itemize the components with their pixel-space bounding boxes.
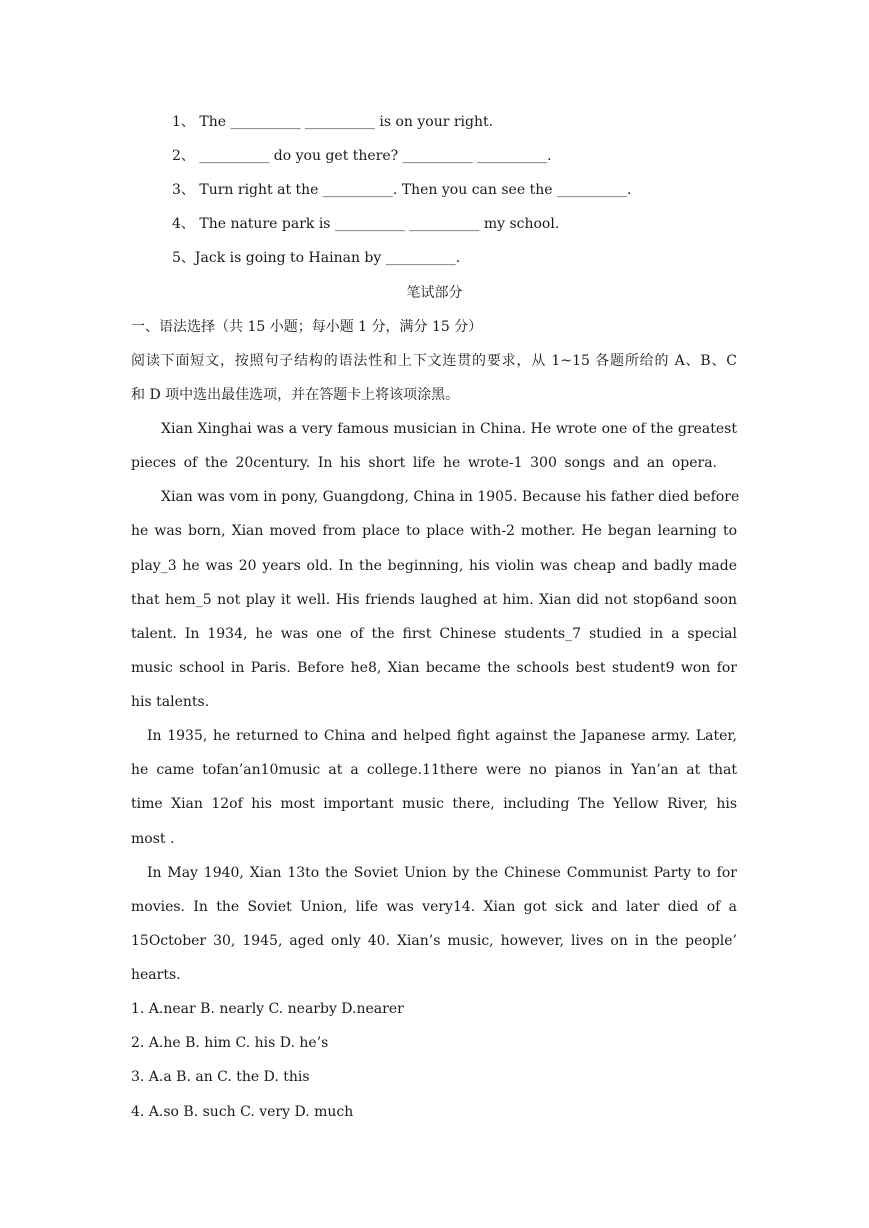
listening-item: 4、 The nature park is __________ __________ my school. — [172, 216, 560, 232]
part-heading: 一、语法选择（共 15 小题；每小题 1 分，满分 15 分） — [131, 319, 483, 335]
passage-line: music school in Paris. Before he8, Xian became the schools best student9 won for — [131, 660, 737, 676]
listening-item: 1、 The __________ __________ is on your right. — [172, 114, 494, 130]
section-title: 笔试部分 — [406, 285, 463, 301]
passage-line: his talents. — [131, 694, 210, 710]
passage-line: Xian was vom in pony, Guangdong, China in 1905. Because his father died before — [161, 489, 740, 505]
passage-line: talent. In 1934, he was one of the first Chinese students_7 studied in a special — [131, 626, 737, 642]
passage-line: 15October 30, 1945, aged only 40. Xian’s music, however, lives on in the people’ — [131, 933, 737, 949]
question-item: 3. A.a B. an C. the D. this — [131, 1069, 310, 1085]
passage-line: In May 1940, Xian 13to the Soviet Union by the Chinese Communist Party to for — [147, 865, 737, 881]
passage-line: play_3 he was 20 years old. In the beginning, his violin was cheap and badly made — [131, 558, 737, 574]
instruction-line: 和 D 项中选出最佳选项，并在答题卡上将该项涂黑。 — [131, 387, 460, 403]
passage-line: In 1935, he returned to China and helped fight against the Japanese army. Later, — [147, 728, 737, 744]
passage-line: he was born, Xian moved from place to place with-2 mother. He began learning to — [131, 523, 737, 539]
question-item: 4. A.so B. such C. very D. much — [131, 1104, 354, 1120]
passage-line: Xian Xinghai was a very famous musician in China. He wrote one of the greatest — [161, 421, 737, 437]
question-item: 2. A.he B. him C. his D. he’s — [131, 1035, 329, 1051]
passage-line: most . — [131, 831, 175, 847]
passage-line: time Xian 12of his most important music there, including The Yellow River, his — [131, 796, 737, 812]
question-item: 1. A.near B. nearly C. nearby D.nearer — [131, 1001, 404, 1017]
passage-line: he came tofan’an10music at a college.11there were no pianos in Yan’an at that — [131, 762, 737, 778]
passage-line: pieces of the 20century. In his short life he wrote-1 300 songs and an opera. — [131, 455, 717, 471]
listening-item: 3、 Turn right at the __________. Then you can see the __________. — [172, 182, 632, 198]
passage-line: movies. In the Soviet Union, life was very14. Xian got sick and later died of a — [131, 899, 737, 915]
listening-item: 5、Jack is going to Hainan by __________. — [172, 250, 461, 266]
passage-line: that hem_5 not play it well. His friends laughed at him. Xian did not stop6and soon — [131, 592, 737, 608]
passage-line: hearts. — [131, 967, 181, 983]
listening-item: 2、 __________ do you get there? __________ __________. — [172, 148, 552, 164]
instruction-line: 阅读下面短文，按照句子结构的语法性和上下文连贯的要求，从 1~15 各题所给的 A、B、C — [131, 353, 737, 369]
